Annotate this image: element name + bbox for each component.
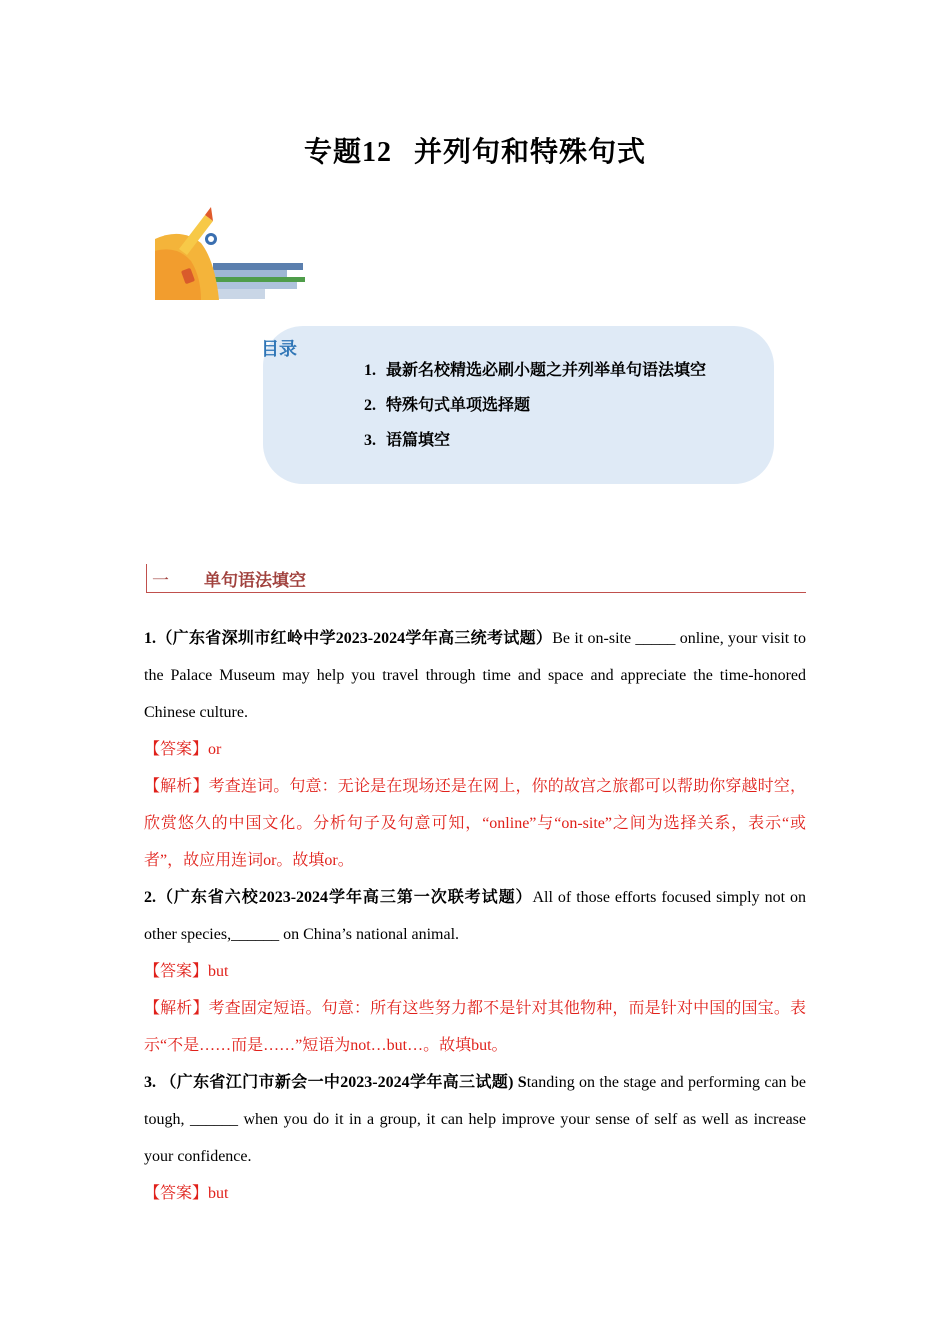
toc-label: 目录: [261, 339, 297, 360]
question-1: [144, 620, 806, 731]
questions-list: [144, 620, 806, 1212]
analysis-2: 【解析】考查固定短语。句意：所有这些努力都不是针对其他物种，而是针对中国的国宝。表示“不是……而是……”短语为not…but…。故填but。: [144, 1000, 806, 1054]
question-2: [144, 879, 806, 953]
title-name: 并列句和特殊句式: [414, 137, 647, 168]
section-heading: [146, 562, 806, 593]
question-text: All of those efforts focused simply not on other species,______ on China’s national animal.: [144, 889, 806, 943]
answer-2: 【答案】but: [144, 963, 229, 980]
analysis-1: 【解析】考查连词。句意：无论是在现场还是在网上，你的故宫之旅都可以帮助你穿越时空，欣赏悠久的中国文化。分析句子及句意可知，“online”与“on-site”之间为选择关系，表示“或者”，故应用连词or。故填or。: [144, 778, 806, 869]
question-source: （广东省深圳市红岭中学2023-2024学年高三统考试题）: [156, 630, 553, 647]
question-source: （广东省六校2023-2024学年高三第一次联考试题）: [156, 889, 533, 906]
title-topic: 专题12: [303, 137, 392, 168]
section-marker: [146, 564, 147, 592]
toc-list: [364, 360, 706, 465]
question-number: 3.: [144, 1074, 156, 1091]
question-number: 2.: [144, 889, 156, 906]
section-title: 单句语法填空: [204, 571, 306, 590]
question-3: [144, 1064, 806, 1175]
toc-item[interactable]: 1. 最新名校精选必刷小题之并列举单句语法填空: [364, 362, 707, 379]
answer-1: 【答案】or: [144, 741, 222, 758]
question-text: tanding on the stage and performing can be tough, ______ when you do it in a group, it can help improve your sense of self as well as increase your confidence.: [144, 1074, 806, 1165]
toc-item[interactable]: 3. 语篇填空: [364, 432, 451, 449]
question-text: Be it on-site _____ online, your visit to the Palace Museum may help you travel through time and space and appreciate the time-honored Chinese culture.: [144, 630, 806, 721]
question-source: （广东省江门市新会一中2023-2024学年高三试题) S: [160, 1074, 527, 1091]
question-number: 1.: [144, 630, 156, 647]
answer-3: 【答案】but: [144, 1185, 229, 1202]
section-number: 一: [152, 571, 169, 590]
toc-item[interactable]: 2. 特殊句式单项选择题: [364, 397, 531, 414]
pencil-books-illustration: [155, 205, 305, 300]
page-title: [0, 130, 950, 170]
